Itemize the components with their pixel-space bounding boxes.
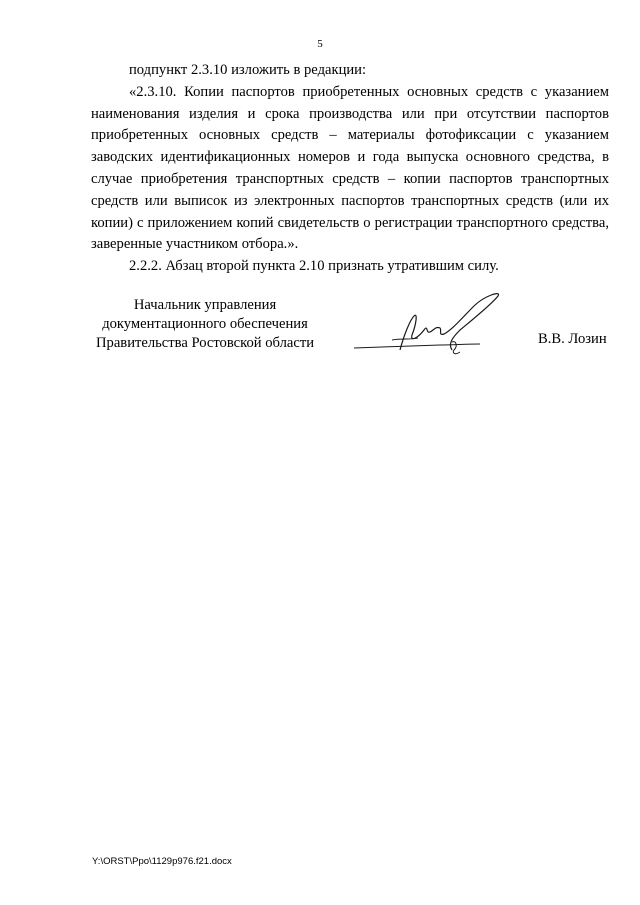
signatory-title-line-3: Правительства Ростовской области bbox=[95, 335, 315, 351]
page-number: 5 bbox=[317, 38, 323, 50]
signer-name: В.В. Лозин bbox=[538, 331, 607, 347]
paragraph-quoted-clause: «2.3.10. Копии паспортов приобретенных основных средств с указанием наименования изделия и срока производства или при отсутствии паспортов приобретенных основных средств – материалы фотофиксации с указанием заводских идентификационных номеров и года выпуска основного средства, в случае приобретения транспортных средств – копии паспортов транспортных средств или выписок из электронных паспортов транспортных средств (или их копии) с приложением копий свидетельств о регистрации транспортного средства, заверенные участником отбора.». bbox=[91, 83, 609, 253]
signatory-title-line-2: документационного обеспечения bbox=[102, 316, 308, 332]
file-path-footer: Y:\ORST\Ppo\1129p976.f21.docx bbox=[92, 856, 232, 867]
paragraph-2-2-2: 2.2.2. Абзац второй пункта 2.10 признать утратившим силу. bbox=[129, 258, 499, 275]
signatory-title bbox=[91, 296, 319, 353]
paragraph-intro: подпункт 2.3.10 изложить в редакции: bbox=[129, 62, 367, 78]
handwritten-signature bbox=[352, 290, 507, 365]
document-body bbox=[91, 60, 609, 278]
signatory-title-line-1: Начальник управления bbox=[133, 297, 277, 313]
